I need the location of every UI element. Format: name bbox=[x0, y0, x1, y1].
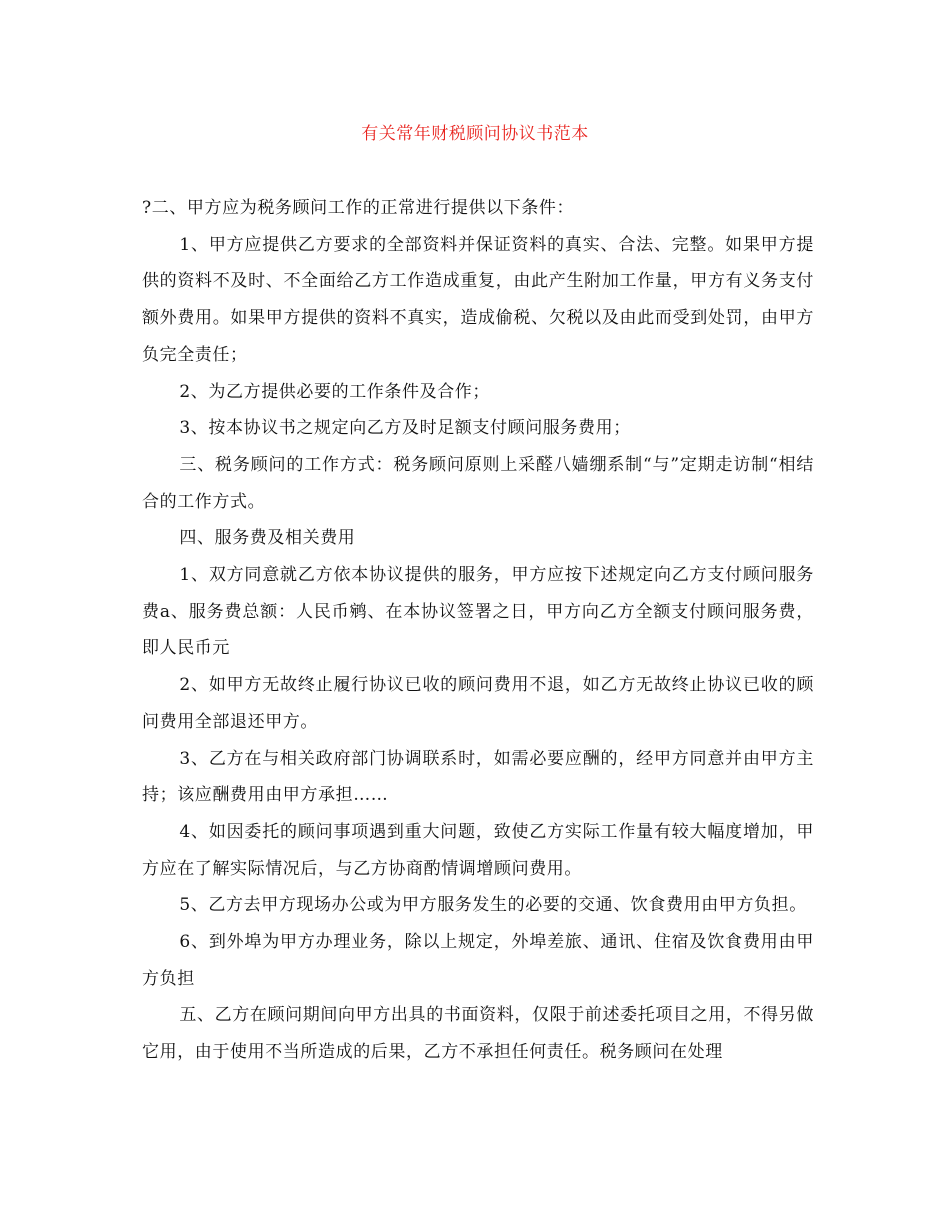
document-title: 有关常年财税顾问协议书范本 bbox=[361, 124, 589, 144]
paragraph-clause-4-6: 6、到外埠为甲方办理业务，除以上规定，外埠差旅、通讯、住宿及饮食费用由甲方负担 bbox=[142, 932, 814, 989]
paragraph-clause-4-4: 4、如因委托的顾问事项遇到重大问题，致使乙方实际工作量有较大幅度增加，甲方应在了解实际情况后，与乙方协商酌情调增顾问费用。 bbox=[142, 821, 814, 879]
paragraph-clause-4-1: 1、双方同意就乙方依本协议提供的服务，甲方应按下述规定向乙方支付顾问服务费a、服务费总额：人民币鹓、在本协议签署之日，甲方向乙方全额支付顾问服务费，即人民币元 bbox=[142, 565, 814, 659]
paragraph-clause-2-1: 1、甲方应提供乙方要求的全部资料并保证资料的真实、合法、完整。如果甲方提供的资料不及时、不全面给乙方工作造成重复，由此产生附加工作量，甲方有义务支付额外费用。如果甲方提供的资料不真实，造成偷税、欠税以及由此而受到处罚，由甲方负完全责任； bbox=[142, 234, 814, 365]
paragraph-section-4-heading: 四、服务费及相关费用 bbox=[179, 528, 356, 549]
paragraph-clause-2-2: 2、为乙方提供必要的工作条件及合作； bbox=[179, 381, 491, 402]
paragraph-clause-4-3: 3、乙方在与相关政府部门协调联系时，如需必要应酬的，经甲方同意并由甲方主持；该应酬费用由甲方承担…… bbox=[142, 748, 814, 806]
document-body bbox=[142, 190, 814, 1071]
paragraph-clause-2-3: 3、按本协议书之规定向乙方及时足额支付顾问服务费用； bbox=[179, 418, 631, 439]
paragraph-section-2-heading: ?二、甲方应为税务顾问工作的正常进行提供以下条件： bbox=[142, 198, 575, 218]
paragraph-clause-4-2: 2、如甲方无故终止履行协议已收的顾问费用不退，如乙方无故终止协议已收的顾问费用全部退还甲方。 bbox=[142, 675, 814, 732]
paragraph-section-3: 三、税务顾问的工作方式：税务顾问原则上采醛八嫱绷系制“与”定期走访制“相结合的工作方式。 bbox=[142, 454, 814, 512]
paragraph-clause-4-5: 5、乙方去甲方现场办公或为甲方服务发生的必要的交通、饮食费用由甲方负担。 bbox=[179, 895, 807, 916]
paragraph-section-5: 五、乙方在顾问期间向甲方出具的书面资料，仅限于前述委托项目之用，不得另做它用，由于使用不当所造成的后果，乙方不承担任何责任。税务顾问在处理 bbox=[142, 1005, 814, 1063]
